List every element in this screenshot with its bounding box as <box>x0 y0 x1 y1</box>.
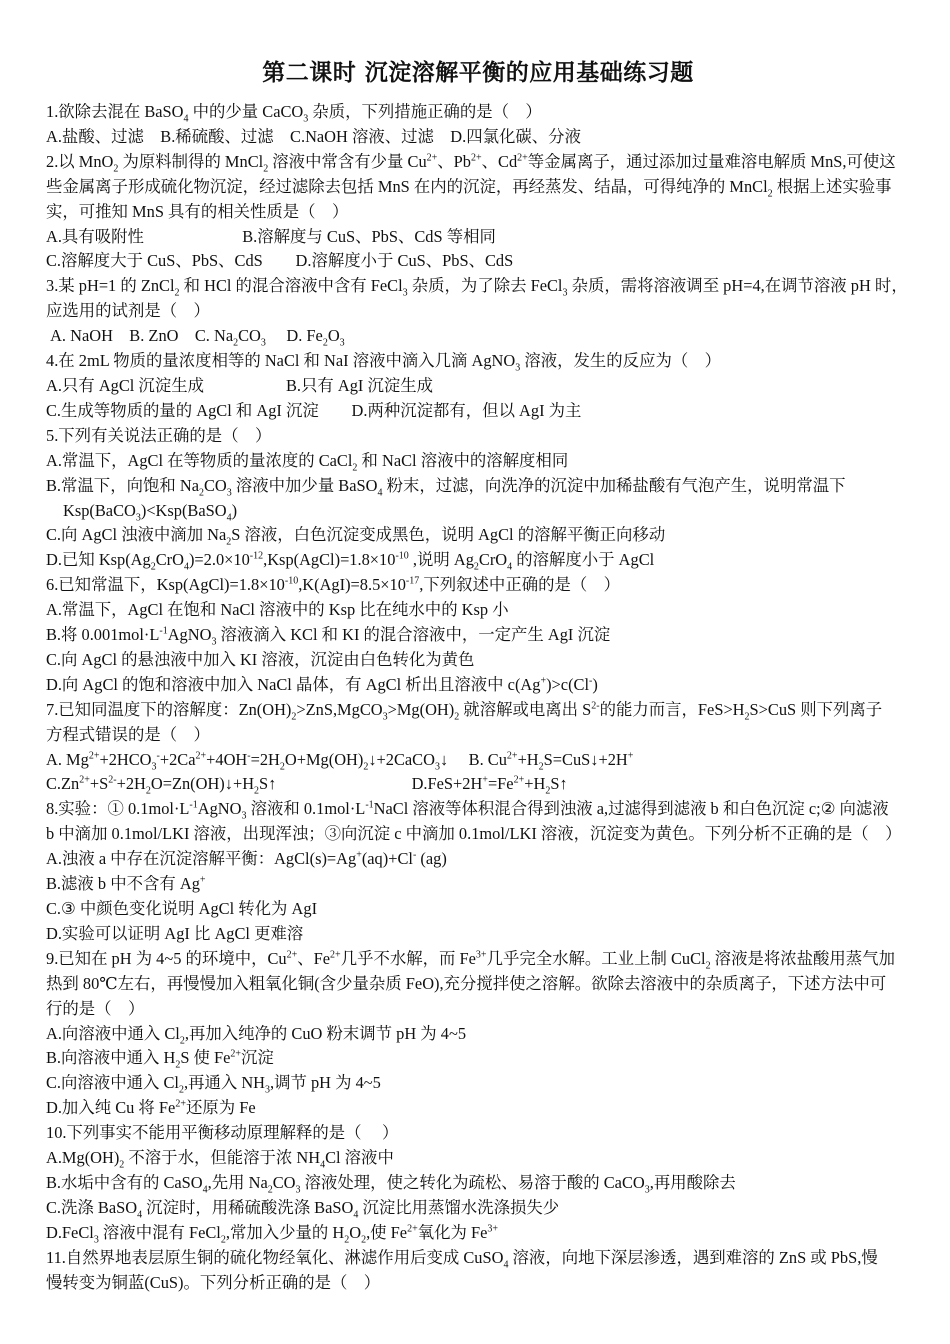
text-line: C.向 AgCl 的悬浊液中加入 KI 溶液，沉淀由白色转化为黄色 <box>46 649 475 669</box>
text-line: A.向溶液中通入 $Cl_2$,再加入纯净的 CuO 粉末调节 pH 为 4~5 <box>46 1023 467 1046</box>
text-line: B.向溶液中通入 $H_2S$ 使 $Fe^{2+}$沉淀 <box>46 1048 274 1071</box>
text-line: C.溶解度大于 CuS、PbS、CdS D.溶解度小于 CuS、PbS、CdS <box>46 251 514 271</box>
text-line: A. $Mg^{2+}+2HCO_3^-+2Ca^{2+}+4OH^-=2H_2O+Mg(OH)_2↓+2CaCO_3↓$ B. $Cu^{2+}+H_2S=CuS↓+2H^+$ <box>46 749 634 772</box>
text-line: A.常温下，AgCl 在饱和 NaCl 溶液中的 Ksp 比在纯水中的 Ksp 小 <box>46 600 509 620</box>
text-line: 方程式错误的是（ ） <box>46 724 210 744</box>
text-line: A.浊液 a 中存在沉淀溶解平衡：AgCl(s)=Ag+(aq)+Cl- (ag) <box>46 849 447 869</box>
text-line: 7.已知同温度下的溶解度：$Zn(OH)_2>ZnS,MgCO_3>Mg(OH)_2$ 就溶解或电离出 $S^{2-}$的能力而言，$FeS>H_2S>CuS$ 则下列离子 <box>46 699 883 723</box>
question-list <box>46 100 910 1296</box>
text-line: 行的是（ ） <box>46 998 145 1018</box>
text-line: 应选用的试剂是（ ） <box>46 301 210 321</box>
text-line: 10.下列事实不能用平衡移动原理解释的是（ ） <box>46 1123 399 1143</box>
text-line: C.洗涤 BaSO$_4$ 沉淀时，用稀硫酸洗涤 BaSO$_4$ 沉淀比用蒸馏水洗涤损失少 <box>46 1197 560 1221</box>
text-line: A. NaOH B. ZnO C. $Na_2CO_3$ D. $Fe_2O_3$ <box>46 326 345 349</box>
text-line: D.加入纯 Cu 将 $Fe^{2+}$还原为 Fe <box>46 1098 256 1118</box>
text-line: D.向 AgCl 的饱和溶液中加入 NaCl 晶体，有 AgCl 析出且溶液中 c(Ag+)>c(Cl-) <box>46 674 598 694</box>
text-line: 5.下列有关说法正确的是（ ） <box>46 425 272 445</box>
text-line: B.滤液 b 中不含有 Ag+ <box>46 874 206 894</box>
text-line: A.盐酸、过滤 B.稀硫酸、过滤 C.NaOH 溶液、过滤 D.四氯化碳、分液 <box>46 126 581 146</box>
page-title: 第二课时 沉淀溶解平衡的应用基础练习题 <box>262 60 694 86</box>
text-line: 8.实验：① $0.1mol\cdot L^{-1}AgNO_3$ 溶液和 $0.1mol\cdot L^{-1}NaCl$ 溶液等体积混合得到浊液 a,过滤得到滤液 b 和白色沉淀 c;② 向滤液 <box>46 799 889 822</box>
text-line: C.③ 中颜色变化说明 AgCl 转化为 AgI <box>46 899 318 918</box>
text-line: b 中滴加 0.1mol/LKI 溶液，出现浑浊；③向沉淀 c 中滴加 0.1mol/LKI 溶液，沉淀变为黄色。下列分析不正确的是（ ） <box>46 824 902 844</box>
text-line: A.常温下，AgCl 在等物质的量浓度的 CaCl$_2$ 和 NaCl 溶液中的溶解度相同 <box>46 450 569 473</box>
text-line: 11.自然界地表层原生铜的硫化物经氧化、淋滤作用后变成 CuSO$_4$ 溶液，向地下深层渗透，遇到难溶的 ZnS 或 PbS,慢 <box>46 1247 878 1270</box>
text-line: C.向溶液中通入 $Cl_2$,再通入 $NH_3$,调节 pH 为 4~5 <box>46 1073 381 1096</box>
text-line: $A.Mg(OH)_2$ 不溶于水，但能溶于浓 $NH_4Cl$ 溶液中 <box>46 1148 394 1171</box>
text-line: D.实验可以证明 AgI 比 AgCl 更难溶 <box>46 923 304 943</box>
text-line: B.水垢中含有的 CaSO$_4$,先用 $Na_2CO_3$ 溶液处理，使之转化为疏松、易溶于酸的 CaCO$_3$,再用酸除去 <box>46 1172 736 1196</box>
text-line: 6.已知常温下，$Ksp(AgCl)=1.8\times 10^{-10},K(AgI)=8.5\times 10^{-17}$,下列叙述中正确的是（ ） <box>46 575 621 595</box>
text-line: 实，可推知 MnS 具有的相关性质是（ ） <box>46 201 349 221</box>
text-line: B.常温下，向饱和 $Na_2CO_3$ 溶液中加少量 BaSO$_4$ 粉末，过滤，向洗净的沉淀中加稀盐酸有气泡产生，说明常温下 <box>46 475 846 498</box>
text-line: C.生成等物质的量的 AgCl 和 AgI 沉淀 D.两种沉淀都有，但以 AgI 为主 <box>46 400 582 420</box>
text-line: D.已知 $Ksp(Ag_2CrO_4)=2.0\times 10^{-12},Ksp(AgCl)=1.8\times 10^{-10}$ ,说明 $Ag_2CrO_4$ 的溶解度小于 AgCl <box>46 550 655 573</box>
text-line: 慢转变为铜蓝(CuS)。下列分析正确的是（ ） <box>46 1272 381 1292</box>
text-line: 3.某 pH=1 的 ZnCl$_2$ 和 HCl 的混合溶液中含有 FeCl$_3$ 杂质，为了除去 FeCl$_3$ 杂质，需将溶液调至 pH=4,在调节溶液 pH 时， <box>46 276 908 299</box>
text-line: C.向 AgCl 浊液中滴加 $Na_2S$ 溶液，白色沉淀变成黑色，说明 AgCl 的溶解平衡正向移动 <box>46 525 666 548</box>
text-line: 1.欲除去混在 BaSO$_4$ 中的少量 CaCO$_3$ 杂质，下列措施正确的是（ ） <box>46 102 542 125</box>
text-line: 热到 80℃左右，再慢慢加入粗氧化铜(含少量杂质 FeO),充分搅拌使之溶解。欲除去溶液中的杂质离子，下述方法中可 <box>46 973 887 993</box>
text-line: B.将 $0.001mol\cdot L^{-1}AgNO_3$ 溶液滴入 KCl 和 KI 的混合溶液中，一定产生 AgI 沉淀 <box>46 625 611 648</box>
text-line: A.只有 AgCl 沉淀生成 B.只有 AgI 沉淀生成 <box>46 375 434 395</box>
text-line: 9.已知在 pH 为 4~5 的环境中，$Cu^{2+}$、$Fe^{2+}$几乎不水解，而 $Fe^{3+}$几乎完全水解。工业上制 CuCl$_2$ 溶液是将浓盐酸用蒸气加 <box>46 948 895 972</box>
text-line: Ksp(BaCO$_3$)<Ksp(BaSO$_4$) <box>63 500 238 523</box>
text-line: 2.以 MnO$_2$ 为原料制得的 MnCl$_2$ 溶液中常含有少量 $Cu^{2+}$、$Pb^{2+}$、$Cd^{2+}$等金属离子，通过添加过量难溶电解质 MnS,可使这 <box>46 151 896 175</box>
text-line: A.具有吸附性 B.溶解度与 CuS、PbS、CdS 等相同 <box>46 226 496 246</box>
text-line: 4.在 2mL 物质的量浓度相等的 NaCl 和 NaI 溶液中滴入几滴 AgNO$_3$ 溶液，发生的反应为（ ） <box>46 351 722 374</box>
text-line: 些金属离子形成硫化物沉淀，经过滤除去包括 MnS 在内的沉淀，再经蒸发、结晶，可得纯净的 MnCl$_2$ 根据上述实验事 <box>46 176 892 199</box>
text-line: $C.Zn^{2+}+S^{2-}+2H_2O=Zn(OH)↓+H_2S↑$ $D.FeS+2H^+=Fe^{2+}+H_2S↑$ <box>46 774 568 797</box>
text-line: D.FeCl$_3$ 溶液中混有 FeCl$_2$,常加入少量的 $H_2O_2$,使 $Fe^{2+}$氧化为 $Fe^{3+}$ <box>46 1222 499 1246</box>
